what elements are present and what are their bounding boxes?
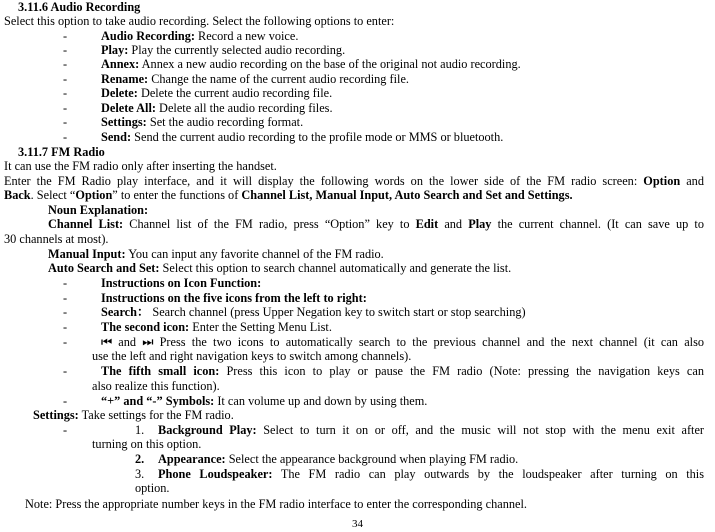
manual-input-definition: Manual Input: You can input any favorite channel of the FM radio. [48, 247, 384, 261]
settings-definition: Settings: Take settings for the FM radio. [33, 408, 234, 422]
fm-paragraph-2-line-1: Enter the FM Radio play interface, and it will display the following words on the lower side of the FM radio screen: Option and [4, 174, 704, 188]
audio-intro: Select this option to take audio recording. Select the following options to enter: [4, 14, 395, 28]
fm-paragraph-1: It can use the FM radio only after inserting the handset. [4, 159, 277, 173]
list-item-continuation: turning on this option. [92, 437, 202, 451]
document-page: 3.11.6 Audio Recording Select this option to take audio recording. Select the following options to enter: - Audio Recording: Record a new voice. - Play: Play the currently selected audio recording. - Annex: Annex a new audio recording on the base of the original not audio recording. - Rename: Change the name of the current audio recording file. - Delete: Delete the current audio recording file. - Delete All: Delete all the audio recording files. - Settings: Set the audio recording format. - Send: Send the current audio recording to the profile mode or MMS or bluetooth. 3.11.7 FM Radio It can use the FM radio only after inserting the handset. Enter the FM Radio play interface, and it will display the following words on the lower side of the FM radio screen: Option and Back. Select “Option” to enter the functions of Channel List, Manual Input, Auto Search and Set and Settings. Noun Explanation: Channel List: Channel list of the FM radio, press “Option” key to Edit and Play the current channel. (It can save up to 30 channels at most). Manual Input: You can input any favorite channel of the FM radio. Auto Search and Set: Select this option to search channel automatically and generate the list. - Instructions on Icon Function: - Instructions on the five icons from the left to right: - Search： Search channel (press Upper Negation key to switch start or stop searching) - The second icon: Enter the Setting Menu List. - ⏮ and ⏭ Press the two icons to automatically search to the previous channel and the next channel (it can also use the left and right navigation keys to switch among channels). - The fifth small icon: Press this icon to play or pause the FM radio (Note: pressing the navigation keys can also realize this function). - “+” and “-” Symbols: It can volume up and down by using them. Settings: Take settings for the FM radio. - 1. Background Play: Select to turn it on or off, and the music will not stop with the menu exit after turning on this option. 2. Appearance: Select the appearance background when playing FM radio. 3. Phone Loudspeaker: The FM radio can play outwards by the loudspeaker after turning on this option. Note: Press the appropriate number keys in the FM radio interface to enter the corresponding channel. 34 [0, 0, 715, 528]
section-heading-fm-radio: 3.11.7 FM Radio [18, 145, 105, 159]
section-heading-audio-recording: 3.11.6 Audio Recording [18, 0, 141, 14]
noun-explanation-heading: Noun Explanation: [48, 203, 149, 217]
list-item-continuation: option. [135, 481, 170, 495]
note: Note: Press the appropriate number keys in the FM radio interface to enter the corresponding channel. [25, 497, 527, 511]
auto-search-definition: Auto Search and Set: Select this option to search channel automatically and generate the list. [48, 261, 512, 275]
list-item-continuation: use the left and right navigation keys to switch among channels). [92, 349, 412, 363]
fm-paragraph-2-line-2: Back. Select “Option” to enter the functions of Channel List, Manual Input, Auto Search and Set and Settings. [4, 188, 573, 202]
page-number: 34 [352, 518, 363, 530]
channel-list-line-2: 30 channels at most). [4, 232, 109, 246]
list-item-continuation: also realize this function). [92, 379, 220, 393]
channel-list-line-1: Channel List: Channel list of the FM radio, press “Option” key to Edit and Play the current channel. (It can save up to [48, 217, 704, 231]
